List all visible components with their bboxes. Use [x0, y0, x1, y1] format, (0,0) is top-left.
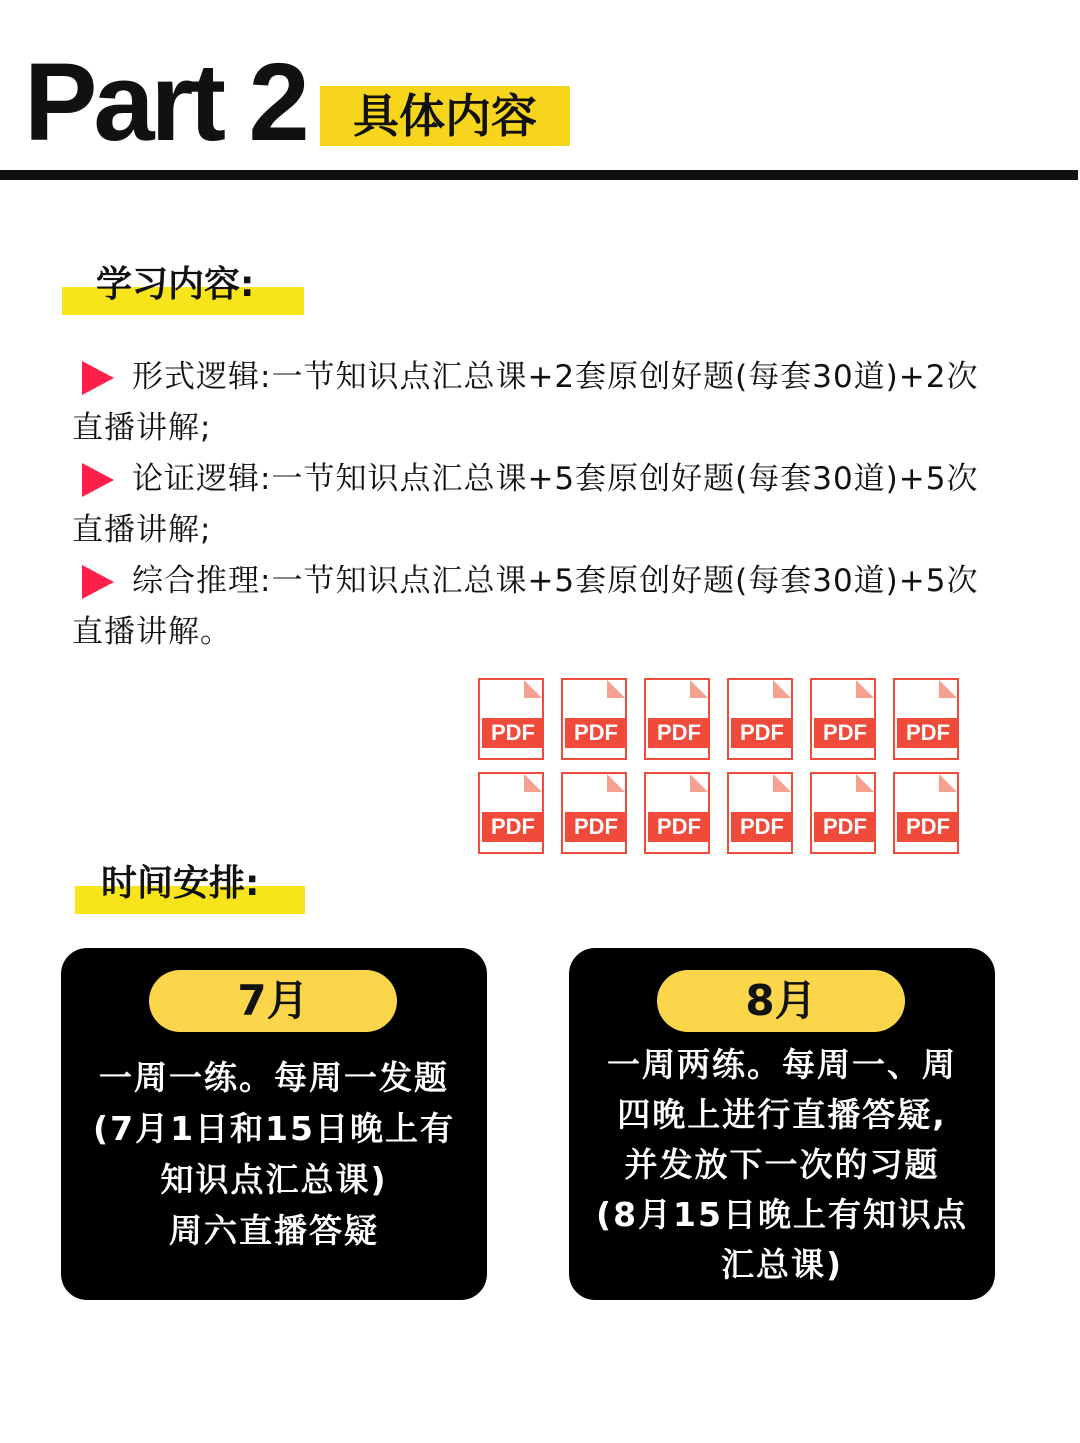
card-description [81, 1052, 467, 1256]
pdf-file-icon [717, 678, 795, 764]
pdf-file-icon [551, 678, 629, 764]
pdf-page-shape [893, 678, 959, 760]
pdf-label: PDF [731, 718, 793, 748]
pdf-label: PDF [482, 718, 544, 748]
page-fold-corner [690, 680, 708, 698]
pdf-label: PDF [565, 812, 627, 842]
learning-title: 学习内容: [96, 264, 255, 305]
page-subtitle-tag: 具体内容 [320, 86, 570, 146]
pdf-page-shape [810, 678, 876, 760]
triangle-bullet-icon [82, 463, 114, 497]
page-fold-corner [856, 774, 874, 792]
schedule-card-august [569, 948, 995, 1300]
list-item [72, 454, 992, 556]
pdf-page-shape [727, 772, 793, 854]
list-item [72, 352, 992, 454]
triangle-bullet-icon [82, 565, 114, 599]
card-line: 知识点汇总课) [160, 1160, 388, 1199]
pdf-page-shape [478, 678, 544, 760]
page-title: Part 2 [24, 41, 306, 164]
item-text: 论证逻辑:一节知识点汇总课+5套原创好题(每套30道)+5次直播讲解; [72, 461, 979, 548]
pdf-icon-grid [468, 678, 968, 862]
pdf-label: PDF [648, 718, 710, 748]
pdf-file-icon [800, 678, 878, 764]
card-line: (7月1日和15日晚上有 [93, 1109, 455, 1148]
card-description [589, 1040, 975, 1290]
item-text: 综合推理:一节知识点汇总课+5套原创好题(每套30道)+5次直播讲解。 [72, 563, 979, 650]
pdf-file-icon [883, 772, 961, 858]
month-badge: 7月 [149, 970, 397, 1032]
page-fold-corner [939, 774, 957, 792]
header-divider [0, 170, 1078, 180]
schedule-title: 时间安排: [101, 863, 260, 904]
card-line: 一周两练。每周一、周 [607, 1045, 957, 1084]
pdf-label: PDF [482, 812, 544, 842]
pdf-file-icon [883, 678, 961, 764]
schedule-card-july [61, 948, 487, 1300]
card-line: 汇总课) [720, 1245, 844, 1284]
page-fold-corner [939, 680, 957, 698]
page-fold-corner [690, 774, 708, 792]
pdf-label: PDF [648, 812, 710, 842]
pdf-page-shape [561, 678, 627, 760]
pdf-page-shape [561, 772, 627, 854]
page-fold-corner [607, 774, 625, 792]
page-fold-corner [773, 680, 791, 698]
pdf-page-shape [727, 678, 793, 760]
schedule-section-heading [75, 855, 259, 906]
list-item [72, 556, 992, 658]
pdf-file-icon [800, 772, 878, 858]
card-line: (8月15日晚上有知识点 [596, 1195, 968, 1234]
page-fold-corner [524, 680, 542, 698]
pdf-page-shape [644, 772, 710, 854]
pdf-label: PDF [731, 812, 793, 842]
pdf-label: PDF [897, 718, 959, 748]
page-fold-corner [607, 680, 625, 698]
pdf-file-icon [634, 678, 712, 764]
pdf-file-icon [551, 772, 629, 858]
learning-content-list [72, 352, 992, 658]
pdf-label: PDF [814, 812, 876, 842]
pdf-page-shape [478, 772, 544, 854]
pdf-file-icon [717, 772, 795, 858]
month-badge: 8月 [657, 970, 905, 1032]
page-fold-corner [773, 774, 791, 792]
pdf-page-shape [893, 772, 959, 854]
pdf-page-shape [644, 678, 710, 760]
pdf-page-shape [810, 772, 876, 854]
card-line: 并发放下一次的习题 [624, 1145, 940, 1184]
pdf-label: PDF [814, 718, 876, 748]
page-fold-corner [856, 680, 874, 698]
learning-section-heading [62, 256, 254, 307]
card-line: 四晚上进行直播答疑, [617, 1095, 947, 1134]
card-line: 周六直播答疑 [169, 1211, 379, 1250]
pdf-label: PDF [565, 718, 627, 748]
card-line: 一周一练。每周一发题 [99, 1058, 449, 1097]
page-fold-corner [524, 774, 542, 792]
pdf-file-icon [468, 772, 546, 858]
item-text: 形式逻辑:一节知识点汇总课+2套原创好题(每套30道)+2次直播讲解; [72, 359, 979, 446]
pdf-file-icon [634, 772, 712, 858]
triangle-bullet-icon [82, 361, 114, 395]
pdf-label: PDF [897, 812, 959, 842]
pdf-file-icon [468, 678, 546, 764]
